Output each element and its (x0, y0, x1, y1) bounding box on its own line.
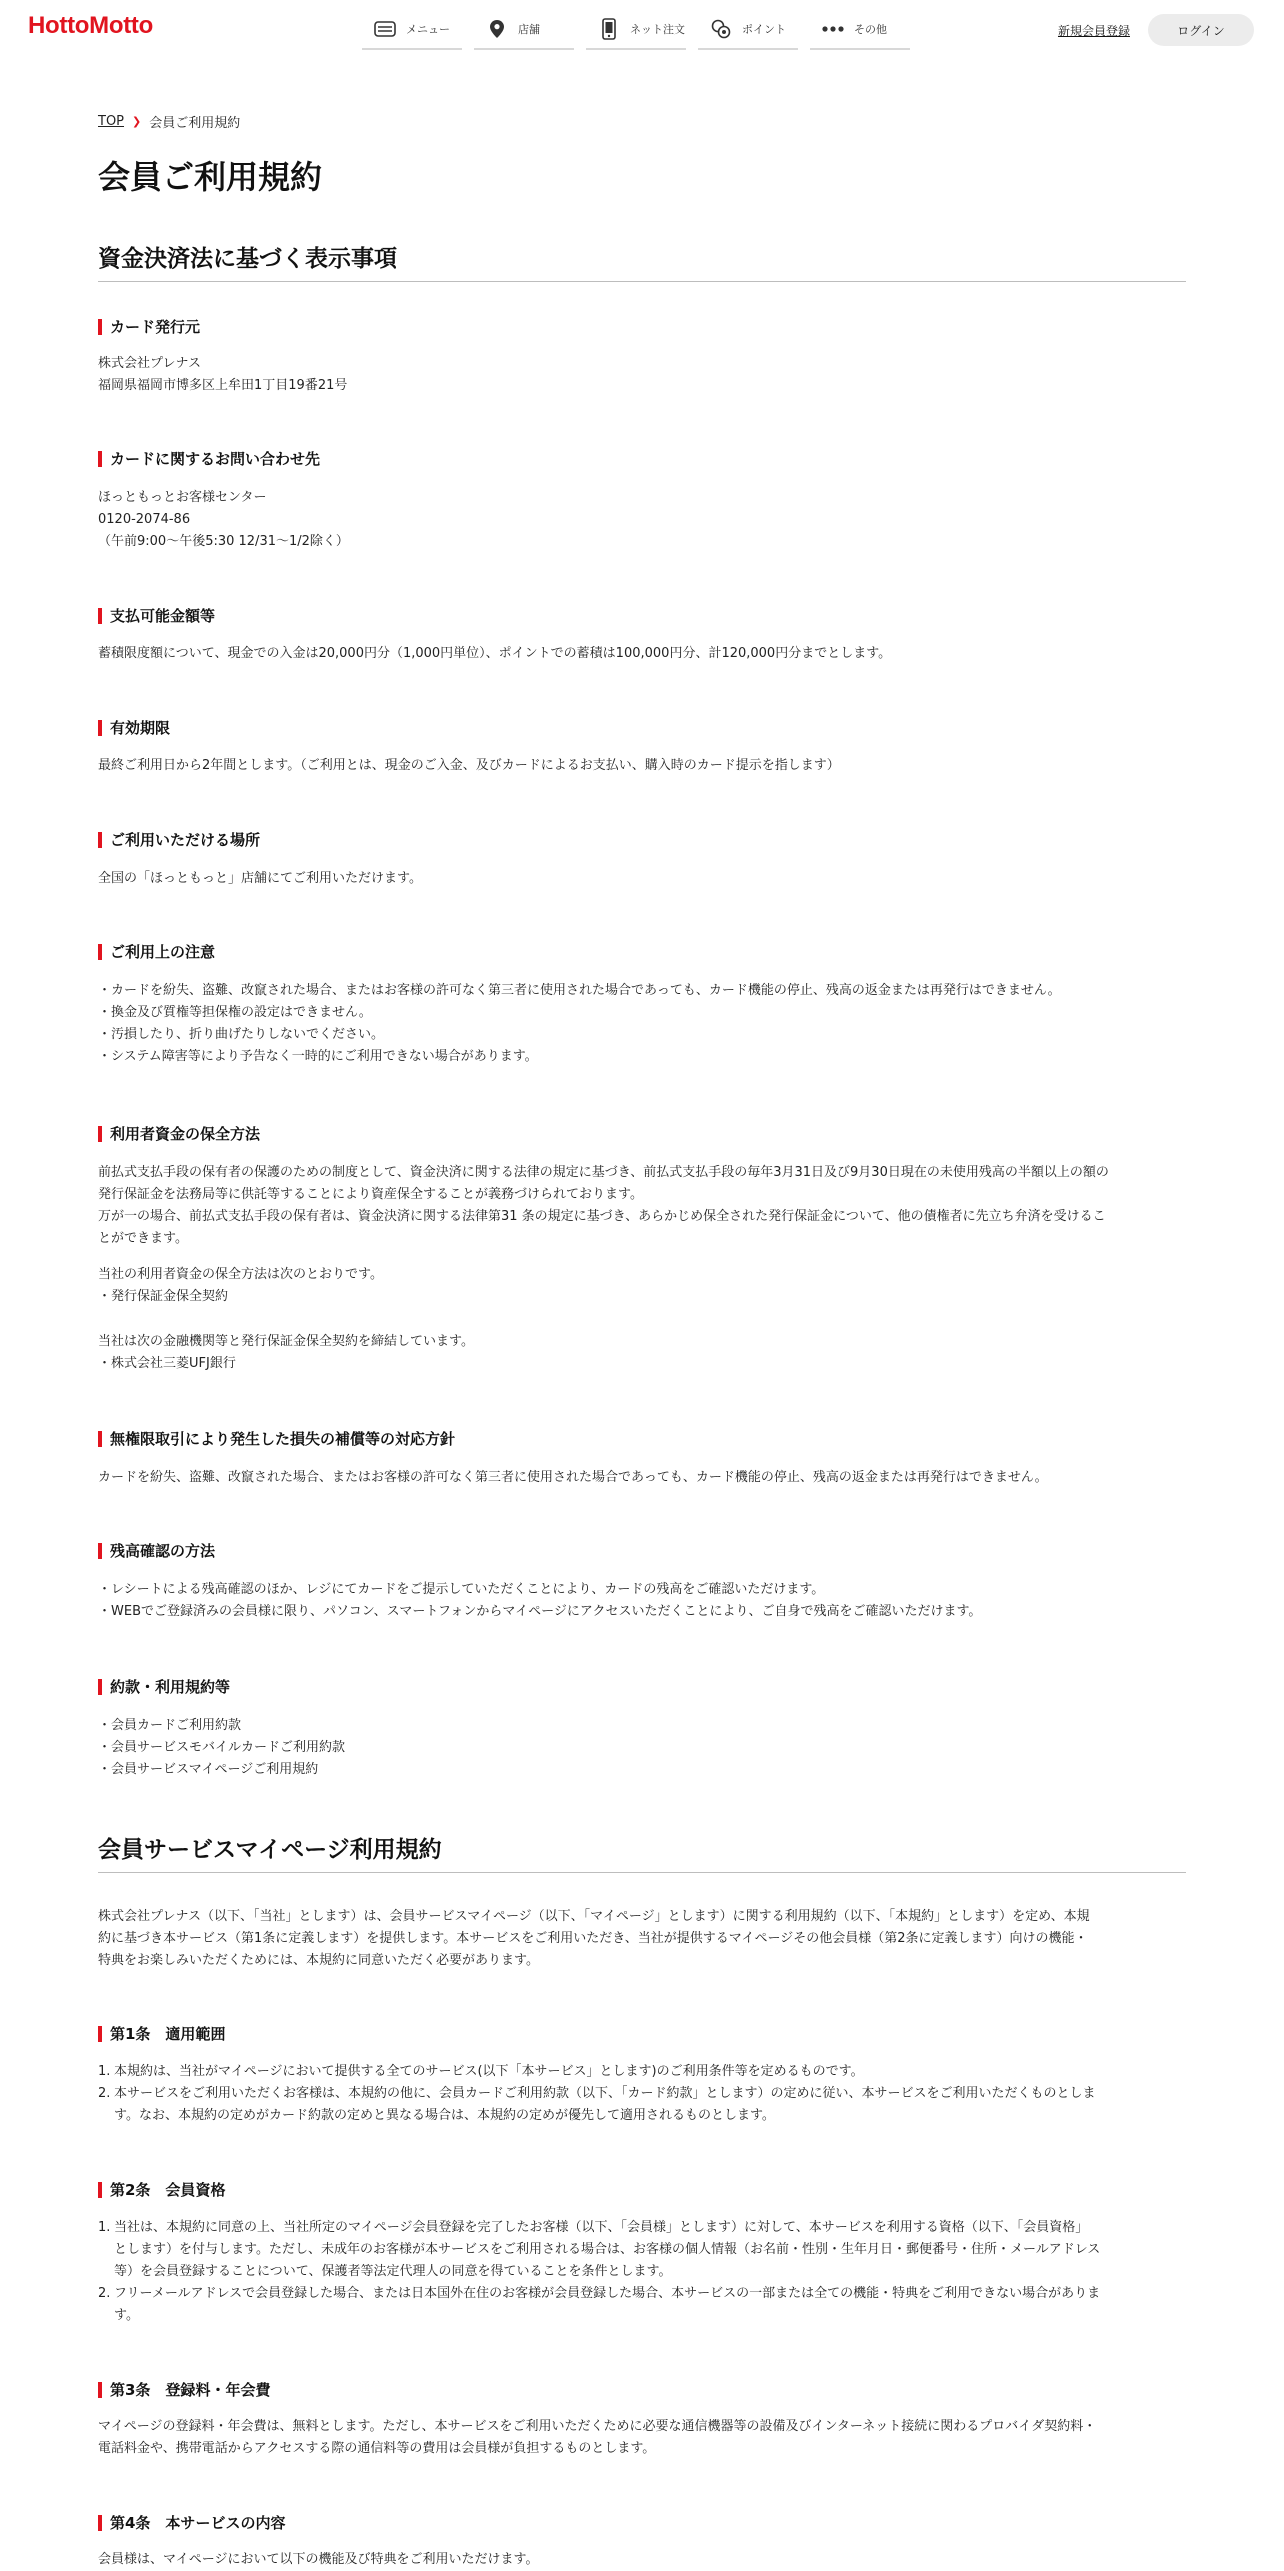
text-line: フリーメールアドレスで会員登録した場合、または日本国外在住のお客様が会員登録した場合、本サービスの一部または全ての機能・特典をご利用できない場合がありま (114, 2286, 1101, 2301)
phone-icon (598, 18, 620, 40)
text-line: 当社は、本規約に同意の上、当社所定のマイページ会員登録を完了したお客様（以下、「会員様」とします）に対して、本サービスを利用する資格（以下、「会員資格」 (114, 2220, 1089, 2235)
breadcrumb-top-link[interactable]: TOP (98, 114, 125, 129)
list-item: ・会員カードご利用約款 (98, 1718, 242, 1733)
fund-protection-bank (98, 1331, 1186, 1375)
points-icon (710, 18, 732, 40)
card-contact-text (98, 487, 1186, 553)
list-item: ・WEBでご登録済みの会員様に限り、パソコン、スマートフォンからマイページにアクセスいただくことにより、ご自身で残高をご確認いただけます。 (98, 1604, 982, 1619)
list-item: ・株式会社三菱UFJ銀行 (98, 1356, 236, 1371)
expiry-text: 最終ご利用日から2年間とします。（ご利用とは、現金のご入金、及びカードによるお支払い、購入時のカード提示を指します） (98, 758, 840, 773)
login-button[interactable]: ログイン (1148, 14, 1254, 46)
hottomotto-logo[interactable]: HottoMotto (28, 12, 153, 39)
usable-places-text: 全国の「ほっともっと」店舗にてご利用いただけます。 (98, 871, 422, 886)
mypage-intro (98, 1906, 1186, 1972)
list-number: 1. (98, 2064, 111, 2079)
nav-more-label: その他 (854, 23, 887, 36)
text-line: ほっともっとお客様センター (98, 490, 267, 505)
text-line: 株式会社プレナス（以下、「当社」とします）は、会員サービスマイページ（以下、「マイページ」とします）に関する利用規約（以下、「本規約」とします）を定め、本規 (98, 1909, 1090, 1924)
heading-article-2: 第2条 会員資格 (98, 2181, 225, 2199)
article-4-text: 会員様は、マイページにおいて以下の機能及び特典をご利用いただけます。 (98, 2552, 539, 2567)
heading-usage-notes: ご利用上の注意 (98, 943, 215, 961)
list-item (98, 2283, 1186, 2327)
card-issuer-text (98, 353, 1186, 397)
list-item: ・汚損したり、折り曲げたりしないでください。 (98, 1027, 385, 1042)
text-line: とができます。 (98, 1231, 188, 1246)
header-actions (1058, 14, 1254, 46)
fund-protection-method (98, 1264, 1186, 1308)
balance-check-list (98, 1579, 1186, 1623)
nav-stores-label: 店舗 (518, 23, 540, 36)
text-line: 等）を会員登録することについて、保護者等法定代理人の同意を得ていることを条件とします。 (114, 2264, 672, 2279)
payable-amount-text: 蓄積限度額について、現金での入金は20,000円分（1,000円単位）、ポイントでの蓄積は100,000円分、計120,000円分までとします。 (98, 646, 892, 661)
breadcrumb-current: 会員ご利用規約 (149, 116, 241, 131)
article-1-list (98, 2061, 1186, 2127)
list-item: ・発行保証金保全契約 (98, 1289, 229, 1304)
text-line: 発行保証金を法務局等に供託等することにより資産保全することが義務づけられております。 (98, 1187, 643, 1202)
text-line: （午前9:00〜午後5:30 12/31〜1/2除く） (98, 534, 349, 549)
breadcrumb (98, 112, 240, 131)
heading-article-4: 第4条 本サービスの内容 (98, 2514, 285, 2532)
signup-link[interactable]: 新規会員登録 (1057, 23, 1130, 38)
nav-points-label: ポイント (742, 23, 786, 36)
text-line: 本サービスをご利用いただくお客様は、本規約の他に、会員カードご利用約款（以下、「カード約款」とします）の定めに従い、本サービスをご利用いただくものとしま (114, 2086, 1096, 2101)
heading-article-1: 第1条 適用範囲 (98, 2025, 225, 2043)
heading-balance-check: 残高確認の方法 (98, 1542, 215, 1560)
main-nav (362, 10, 910, 50)
list-item: ・システム障害等により予告なく一時的にご利用できない場合があります。 (98, 1049, 538, 1064)
site-header (0, 0, 1284, 58)
text-line: とします）を付与します。ただし、未成年のお客様が本サービスをご利用される場合は、お客様の個人情報（お名前・性別・生年月日・郵便番号・住所・メールアドレス (114, 2242, 1101, 2257)
nav-points[interactable] (698, 10, 798, 50)
text-line: 当社の利用者資金の保全方法は次のとおりです。 (98, 1267, 383, 1282)
more-icon (822, 18, 844, 40)
list-number: 1. (98, 2220, 111, 2235)
menu-icon (374, 18, 396, 40)
list-item (98, 2083, 1186, 2127)
text-line: 福岡県福岡市博多区上牟田1丁目19番21号 (98, 378, 348, 393)
list-item (98, 2217, 1186, 2283)
list-number: 2. (98, 2286, 111, 2301)
text-line: 前払式支払手段の保有者の保護のための制度として、資金決済に関する法律の規定に基づき、前払式支払手段の毎年3月31日及び9月30日現在の未使用残高の半額以上の額の (98, 1165, 1109, 1180)
nav-menu[interactable] (362, 10, 462, 50)
heading-expiry: 有効期限 (98, 719, 170, 737)
heading-usable-places: ご利用いただける場所 (98, 831, 260, 849)
article-2-list (98, 2217, 1186, 2327)
text-line: 特典をお楽しみいただくためには、本規約に同意いただく必要があります。 (98, 1953, 539, 1968)
usage-notes-list (98, 980, 1186, 1068)
unauthorized-loss-text: カードを紛失、盗難、改竄された場合、またはお客様の許可なく第三者に使用された場合であっても、カード機能の停止、残高の返金または再発行はできません。 (98, 1470, 1048, 1485)
text-line: 約に基づき本サービス（第1条に定義します）を提供します。本サービスをご利用いただき、当社が提供するマイページその他会員様（第2条に定義します）向けの機能・ (98, 1931, 1088, 1946)
text-line: マイページの登録料・年会費は、無料とします。ただし、本サービスをご利用いただくために必要な通信機器等の設備及びインターネット接続に関わるプロバイダ契約料・ (98, 2419, 1097, 2434)
section-title-mypage-terms: 会員サービスマイページ利用規約 (98, 1831, 1186, 1873)
page-title: 会員ご利用規約 (98, 158, 323, 196)
list-item: ・レシートによる残高確認のほか、レジにてカードをご提示していただくことにより、カードの残高をご確認いただけます。 (98, 1582, 825, 1597)
list-item: ・カードを紛失、盗難、改竄された場合、またはお客様の許可なく第三者に使用された場合であっても、カード機能の停止、残高の返金または再発行はできません。 (98, 983, 1061, 998)
heading-unauthorized-loss: 無権限取引により発生した損失の補償等の対応方針 (98, 1430, 455, 1448)
section-title-payment-act: 資金決済法に基づく表示事項 (98, 240, 1186, 282)
list-item: ・換金及び質権等担保権の設定はできません。 (98, 1005, 372, 1020)
text-line: 株式会社プレナス (98, 356, 201, 371)
heading-article-3: 第3条 登録料・年会費 (98, 2381, 270, 2399)
nav-stores[interactable] (474, 10, 574, 50)
text-line: 本規約は、当社がマイページにおいて提供する全てのサービス(以下「本サービス」とします)のご利用条件等を定めるものです。 (114, 2064, 864, 2079)
fund-protection-text (98, 1162, 1186, 1250)
nav-online-order[interactable] (586, 10, 686, 50)
text-line: 電話料金や、携帯電話からアクセスする際の通信料等の費用は会員様が負担するものとします。 (98, 2441, 656, 2456)
list-item: ・会員サービスモバイルカードご利用約款 (98, 1740, 346, 1755)
heading-fund-protection: 利用者資金の保全方法 (98, 1125, 260, 1143)
heading-card-contact: カードに関するお問い合わせ先 (98, 450, 320, 468)
text-line: 万が一の場合、前払式支払手段の保有者は、資金決済に関する法律第31 条の規定に基づき、あらかじめ保全された発行保証金について、他の債権者に先立ち弁済を受けるこ (98, 1209, 1106, 1224)
article-3-text (98, 2416, 1186, 2460)
list-item (98, 2061, 1186, 2083)
map-pin-icon (486, 18, 508, 40)
text-line: す。 (114, 2308, 139, 2323)
text-line: す。なお、本規約の定めがカード約款の定めと異なる場合は、本規約の定めが優先して適用されるものとします。 (114, 2108, 775, 2123)
nav-more[interactable] (810, 10, 910, 50)
text-line: 0120-2074-86 (98, 512, 191, 527)
heading-payable-amount: 支払可能金額等 (98, 607, 215, 625)
heading-card-issuer: カード発行元 (98, 318, 200, 336)
chevron-right-icon: ❯ (132, 115, 142, 128)
text-line: 当社は次の金融機関等と発行保証金保全契約を締結しています。 (98, 1334, 474, 1349)
nav-menu-label: メニュー (406, 23, 450, 36)
list-number: 2. (98, 2086, 111, 2101)
terms-list (98, 1715, 1186, 1781)
nav-online-order-label: ネット注文 (630, 23, 685, 36)
heading-terms-list: 約款・利用規約等 (98, 1678, 230, 1696)
list-item: ・会員サービスマイページご利用規約 (98, 1762, 319, 1777)
